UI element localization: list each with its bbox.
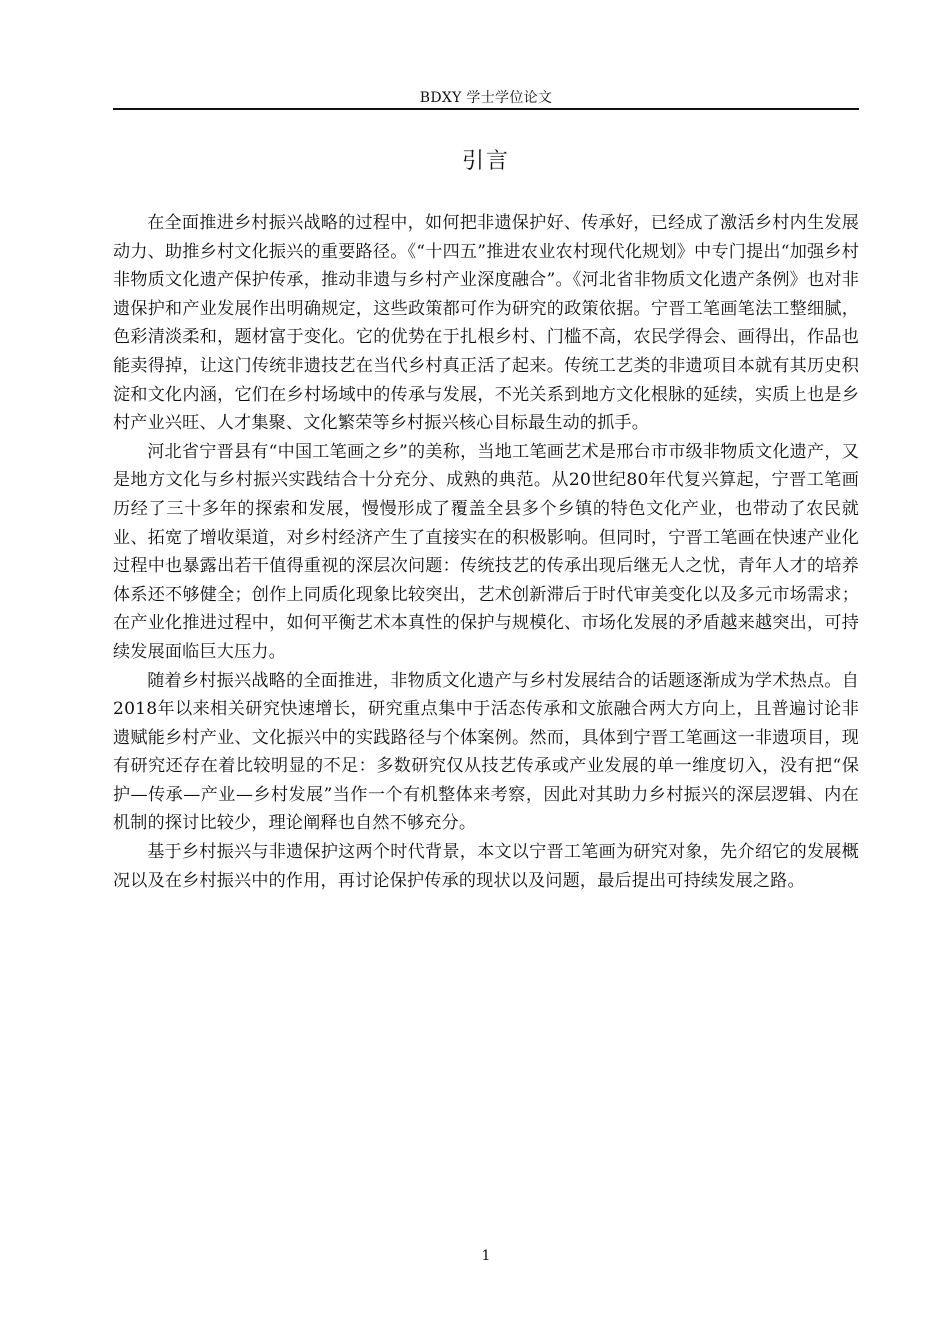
- paragraph-3: 随着乡村振兴战略的全面推进，非物质文化遗产与乡村发展结合的话题逐渐成为学术热点。自2018年以来相关研究快速增长，研究重点集中于活态传承和文旅融合两大方向上，且普遍讨论非遗赋能乡村产业、文化振兴中的实践路径与个体案例。然而，具体到宁晋工笔画这一非遗项目，现有研究还存在着比较明显的不足：多数研究仅从技艺传承或产业发展的单一维度切入，没有把“保护—传承—产业—乡村发展”当作一个有机整体来考察，因此对其助力乡村振兴的深层逻辑、内在机制的探讨比较少，理论阐释也自然不够充分。: [113, 670, 859, 834]
- section-title: 引言: [461, 149, 510, 174]
- body-text: [113, 209, 859, 895]
- paragraph-2: 河北省宁晋县有“中国工笔画之乡”的美称，当地工笔画艺术是邢台市市级非物质文化遗产，又是地方文化与乡村振兴实践结合十分充分、成熟的典范。从20世纪80年代复兴算起，宁晋工笔画历经了三十多年的探索和发展，慢慢形成了覆盖全县多个乡镇的特色文化产业，也带动了农民就业、拓宽了增收渠道，对乡村经济产生了直接实在的积极影响。但同时，宁晋工笔画在快速产业化过程中也暴露出若干值得重视的深层次问题：传统技艺的传承出现后继无人之忧，青年人才的培养体系还不够健全；创作上同质化现象比较突出，艺术创新滞后于时代审美变化以及多元市场需求；在产业化推进过程中，如何平衡艺术本真性的保护与规模化、市场化发展的矛盾越来越突出，可持续发展面临巨大压力。: [113, 441, 859, 662]
- page-number: 1: [481, 1248, 491, 1264]
- header-rule: [113, 108, 859, 110]
- paragraph-1: 在全面推进乡村振兴战略的过程中，如何把非遗保护好、传承好，已经成了激活乡村内生发展动力、助推乡村文化振兴的重要路径。《“十四五”推进农业农村现代化规划》中专门提出“加强乡村非物质文化遗产保护传承，推动非遗与乡村产业深度融合”。《河北省非物质文化遗产条例》也对非遗保护和产业发展作出明确规定，这些政策都可作为研究的政策依据。宁晋工笔画笔法工整细腻，色彩清淡柔和，题材富于变化。它的优势在于扎根乡村、门槛不高，农民学得会、画得出，作品也能卖得掉，让这门传统非遗技艺在当代乡村真正活了起来。传统工艺类的非遗项目本就有其历史积淀和文化内涵，它们在乡村场域中的传承与发展，不光关系到地方文化根脉的延续，实质上也是乡村产业兴旺、人才集聚、文化繁荣等乡村振兴核心目标最生动的抓手。: [113, 213, 859, 434]
- paragraph-4: 基于乡村振兴与非遗保护这两个时代背景，本文以宁晋工笔画为研究对象，先介绍它的发展概况以及在乡村振兴中的作用，再讨论保护传承的现状以及问题，最后提出可持续发展之路。: [113, 842, 859, 891]
- page-header: BDXY 学士学位论文: [419, 90, 553, 106]
